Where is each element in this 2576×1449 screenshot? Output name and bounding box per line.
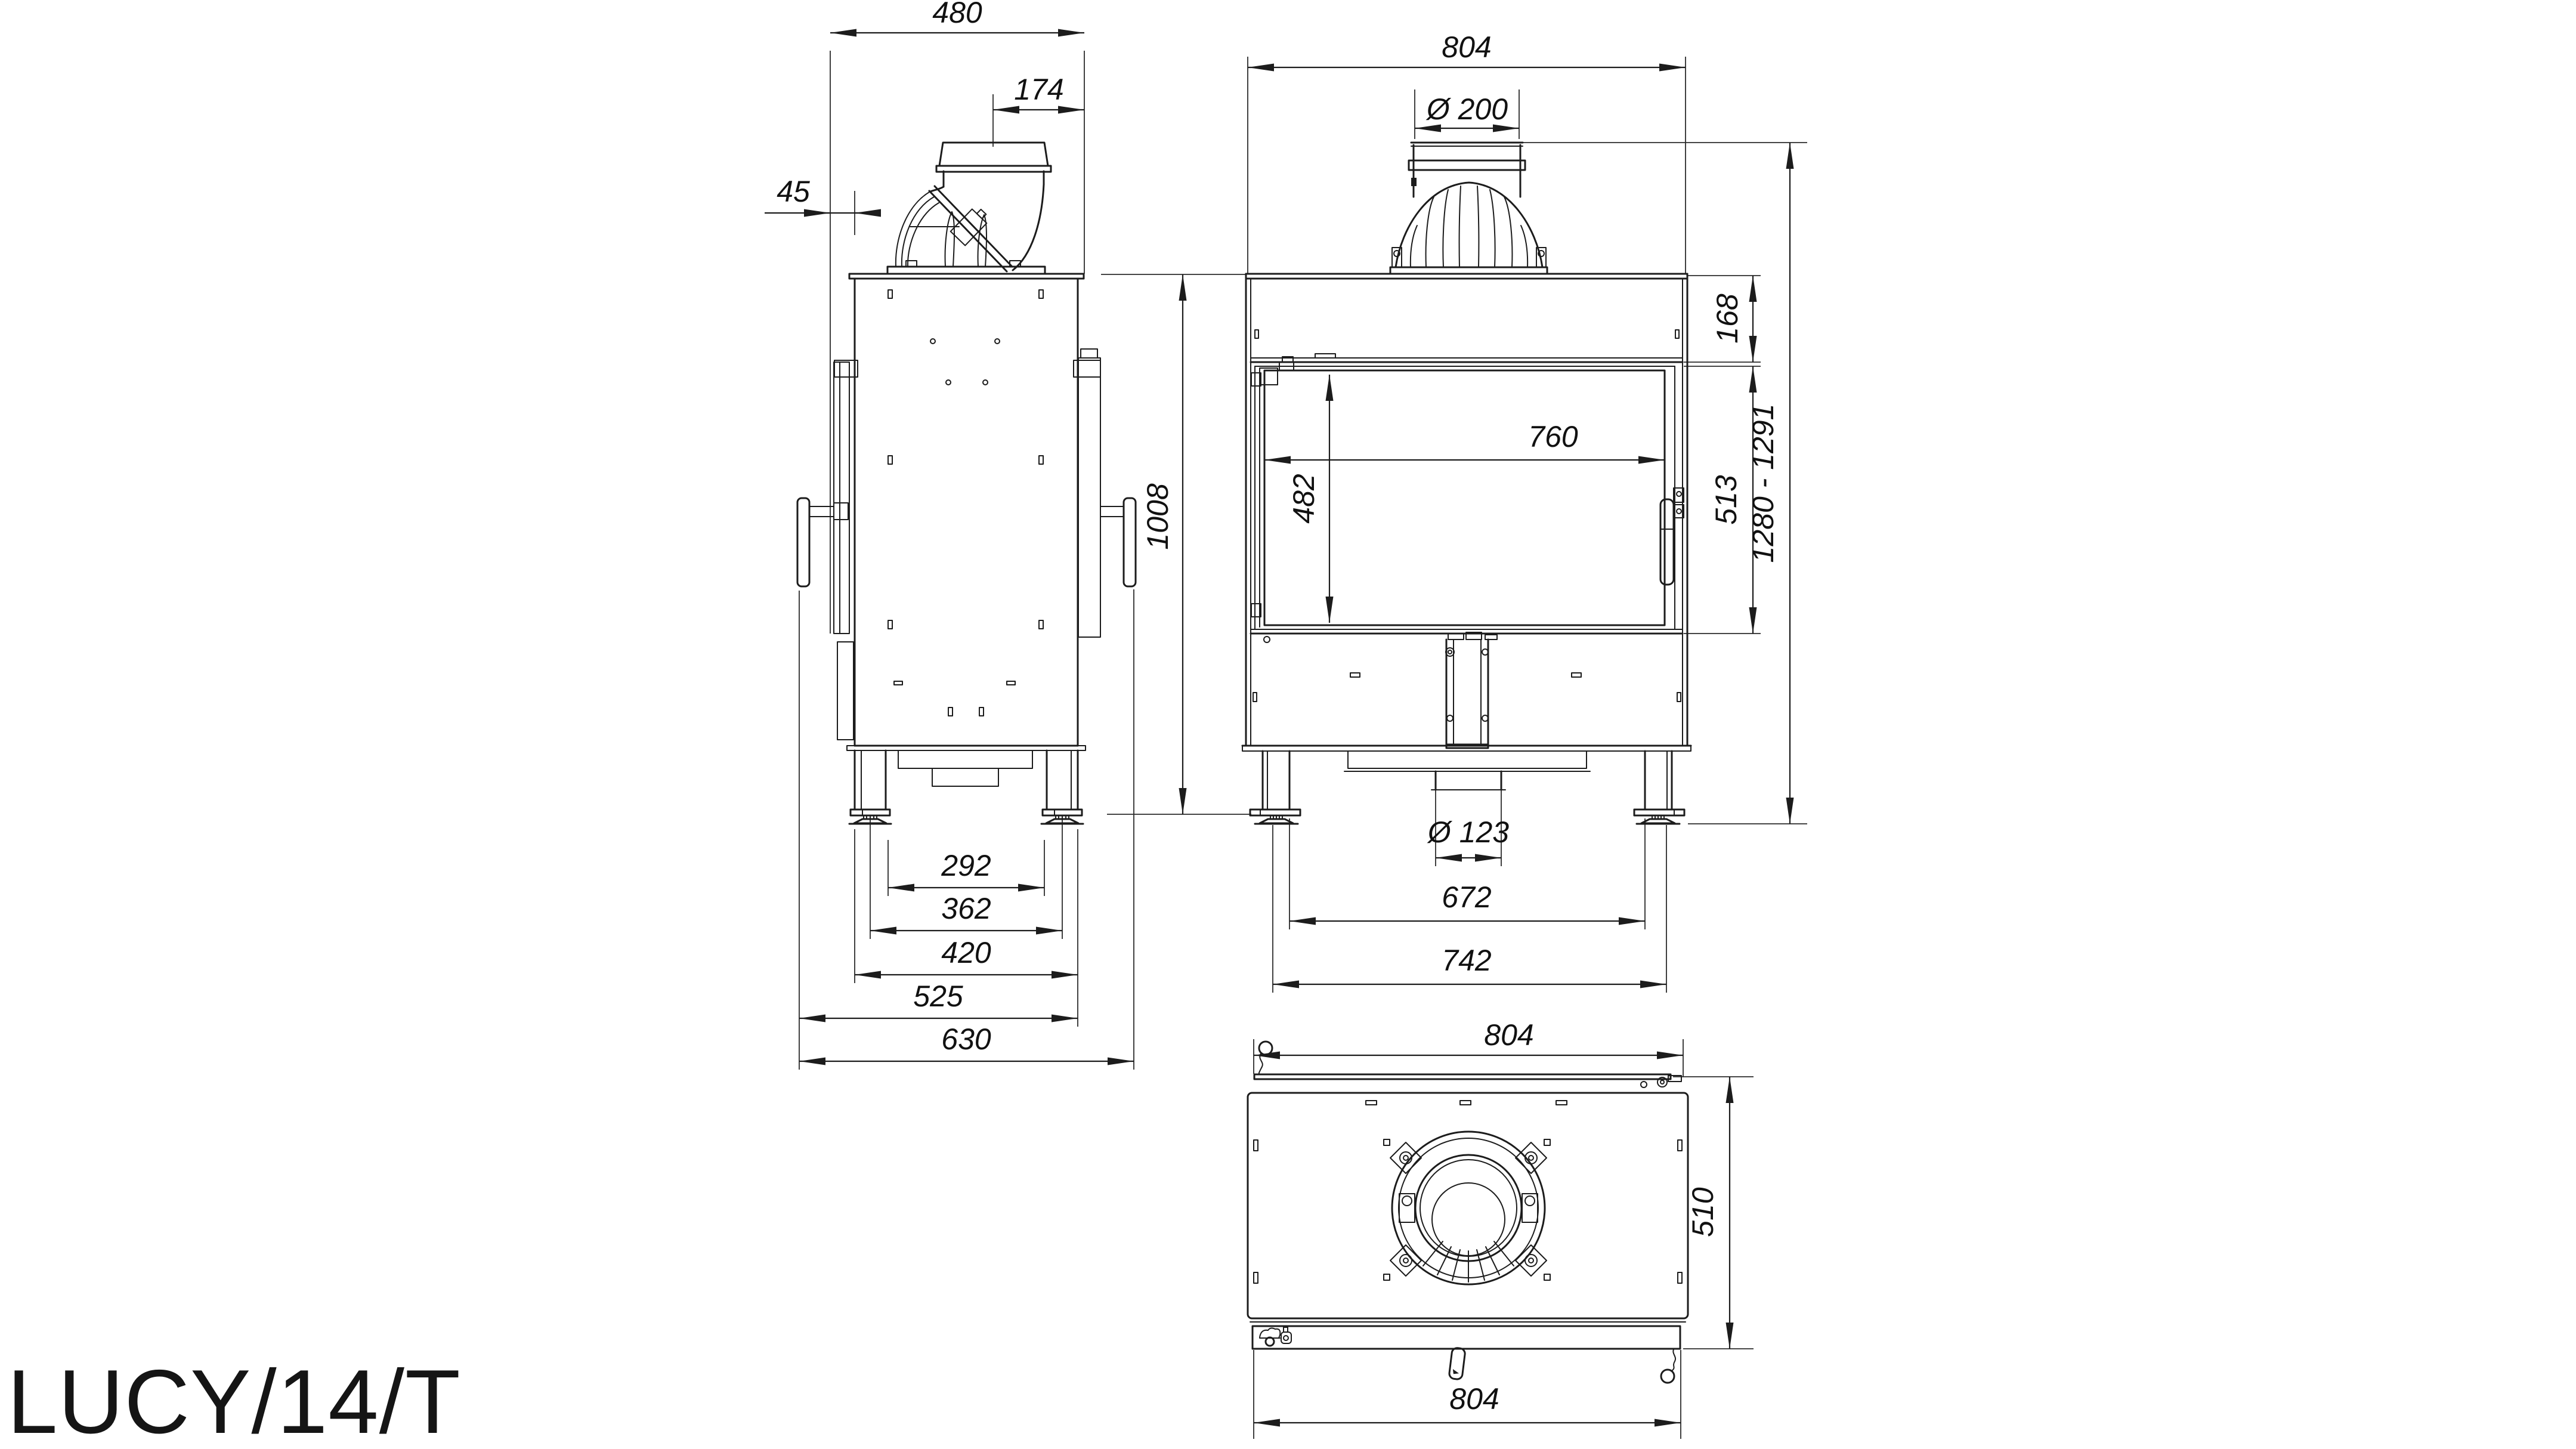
top-view bbox=[1248, 1018, 1754, 1439]
top-plate bbox=[1248, 1093, 1688, 1322]
dim-body-height: 1008 bbox=[1141, 483, 1174, 550]
dim-air-inlet: Ø 123 bbox=[1427, 815, 1510, 849]
dim-glass-width: 760 bbox=[1528, 420, 1578, 453]
dim-legs-inner: 672 bbox=[1442, 880, 1492, 914]
dim-feet-centers: 362 bbox=[941, 892, 991, 925]
dim-top-front-width: 804 bbox=[1449, 1382, 1499, 1416]
dim-door-height: 513 bbox=[1709, 475, 1743, 525]
side-body-outline bbox=[834, 274, 1100, 750]
side-latch-handles bbox=[797, 360, 1136, 586]
side-legs-feet bbox=[849, 750, 1083, 824]
dim-body-depth: 525 bbox=[913, 980, 963, 1013]
front-dimensions bbox=[1248, 30, 1790, 984]
dim-side-front-offset: 45 bbox=[777, 175, 810, 208]
dim-front-width: 804 bbox=[1442, 30, 1492, 64]
dim-legs-outer: 420 bbox=[941, 936, 991, 969]
side-dimensions bbox=[765, 0, 1183, 1061]
top-flue-collar bbox=[1390, 1132, 1547, 1284]
model-label: LUCY/14/T bbox=[7, 1351, 461, 1449]
top-extension-lines bbox=[1254, 1039, 1754, 1439]
top-collar-ribs bbox=[1423, 1241, 1514, 1282]
dim-max-depth: 630 bbox=[941, 1022, 991, 1056]
dim-top-panel: 168 bbox=[1711, 293, 1744, 344]
front-lower-panel bbox=[1242, 632, 1691, 751]
dim-side-overall-depth: 480 bbox=[932, 0, 982, 29]
top-front-strip bbox=[1253, 1326, 1680, 1383]
dim-side-flue-offset: 174 bbox=[1014, 73, 1064, 106]
dim-top-depth: 510 bbox=[1686, 1187, 1720, 1237]
front-flue-collar bbox=[1390, 143, 1547, 274]
front-base-legs bbox=[1250, 751, 1684, 824]
side-extension-lines bbox=[799, 51, 1251, 1070]
dim-height-range: 1280 - 1291 bbox=[1746, 403, 1780, 563]
top-door-handle-lever bbox=[1449, 1348, 1465, 1380]
side-body-screw-marks bbox=[888, 290, 1043, 716]
side-view bbox=[765, 0, 1251, 1070]
dim-top-width: 804 bbox=[1484, 1018, 1534, 1052]
front-view bbox=[1242, 30, 1807, 993]
dim-flue-diameter: Ø 200 bbox=[1426, 92, 1508, 126]
dim-feet-inner: 292 bbox=[941, 849, 991, 882]
side-flue-elbow bbox=[887, 143, 1051, 274]
top-rear-strip bbox=[1254, 1042, 1681, 1087]
dim-front-feet-centers: 742 bbox=[1442, 944, 1492, 977]
dim-glass-height: 482 bbox=[1287, 474, 1321, 524]
